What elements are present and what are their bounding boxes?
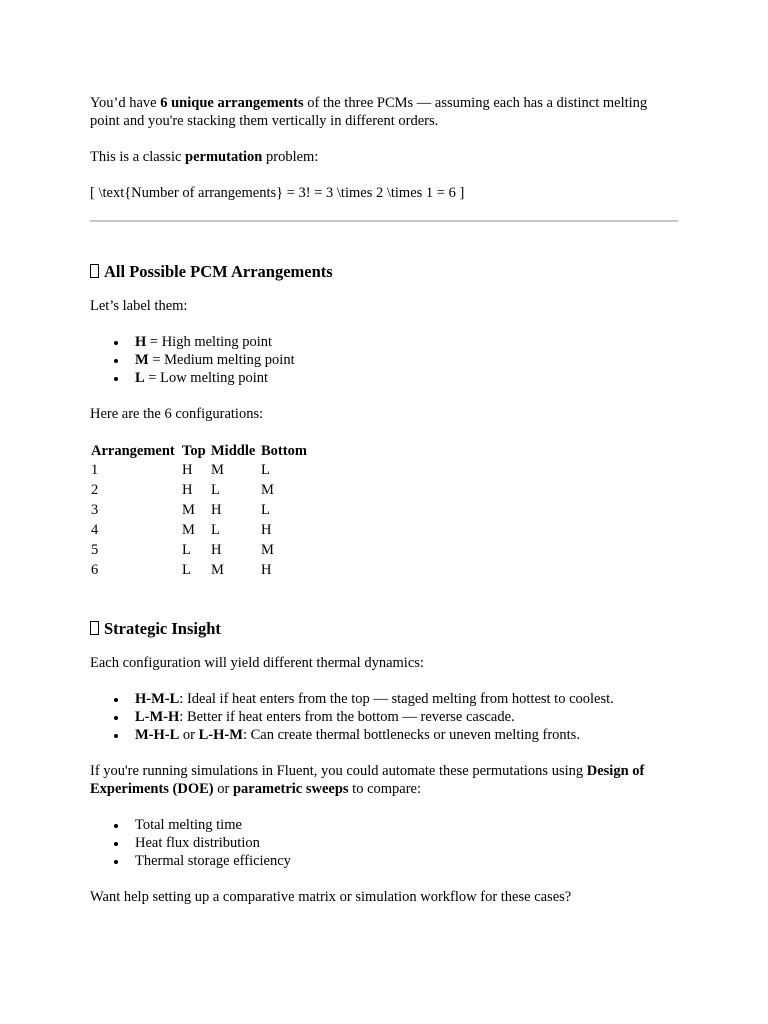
table-cell: 3 — [91, 502, 99, 518]
table-header: Arrangement — [91, 442, 175, 459]
intro-bold-arrangements: 6 unique arrangements — [160, 95, 304, 111]
table-cell: H — [182, 462, 193, 478]
insight-key: L-H-M — [198, 727, 243, 743]
table-cell: M — [211, 462, 224, 478]
table-cell: H — [211, 542, 222, 558]
table-cell: 2 — [91, 482, 99, 498]
table-cell: H — [211, 502, 222, 518]
compare-list — [90, 816, 678, 870]
fluent-text-2: or — [213, 781, 233, 797]
arrangements-table — [91, 441, 311, 580]
table-cell: 1 — [91, 462, 99, 478]
table-cell: M — [261, 482, 274, 498]
table-cell: M — [182, 522, 195, 538]
table-row — [91, 520, 311, 540]
list-item — [135, 351, 678, 369]
table-cell: L — [211, 482, 220, 498]
label-list — [90, 333, 678, 387]
table-header: Top — [182, 442, 206, 459]
list-item: Thermal storage efficiency — [135, 852, 678, 870]
fluent-text-3: to compare: — [348, 781, 422, 797]
perm-text-1: This is a classic — [90, 149, 186, 165]
table-header-row — [91, 441, 311, 460]
intro-text-1: You’d have — [90, 95, 161, 111]
label-key: M — [135, 352, 149, 368]
table-cell: L — [182, 562, 191, 578]
table-cell: H — [182, 482, 193, 498]
table-row — [91, 460, 311, 480]
table-cell: 4 — [91, 522, 99, 538]
table-cell: M — [261, 542, 274, 558]
table-header: Bottom — [261, 442, 307, 459]
missing-glyph-icon — [90, 264, 99, 278]
label-desc: = Medium melting point — [148, 352, 295, 368]
list-item: Total melting time — [135, 816, 678, 834]
insight-key: M-H-L — [135, 727, 180, 743]
insight-key: H-M-L — [135, 691, 180, 707]
insight-intro: Each configuration will yield different thermal dynamics: — [90, 655, 424, 671]
table-row — [91, 540, 311, 560]
label-intro: Let’s label them: — [90, 298, 188, 314]
insight-key: L-M-H — [135, 709, 180, 725]
missing-glyph-icon — [90, 621, 99, 635]
table-cell: H — [261, 522, 272, 538]
table-cell: M — [182, 502, 195, 518]
list-item — [135, 690, 678, 708]
perm-text-2: problem: — [262, 149, 319, 165]
insight-text: : Can create thermal bottlenecks or uneven melting fronts. — [242, 727, 580, 743]
configs-intro: Here are the 6 configurations: — [90, 406, 264, 422]
fluent-bold-doe: Design of Experiments (DOE) — [90, 763, 645, 797]
table-row — [91, 480, 311, 500]
table-cell: M — [211, 562, 224, 578]
section-heading-insight — [90, 618, 678, 640]
table-cell: 6 — [91, 562, 99, 578]
table-header: Middle — [211, 442, 256, 459]
list-item — [135, 333, 678, 351]
label-key: L — [135, 370, 145, 386]
intro-text-2: of the three PCMs — assuming each has a distinct melting point and you're stacking them vertically in different orders. — [90, 95, 648, 129]
table-row — [91, 560, 311, 580]
divider — [90, 220, 678, 222]
list-item — [135, 708, 678, 726]
permutation-paragraph — [90, 148, 678, 166]
closing-question: Want help setting up a comparative matrix or simulation workflow for these cases? — [90, 889, 572, 905]
section-title-arrangements: All Possible PCM Arrangements — [104, 262, 333, 281]
list-item — [135, 726, 678, 744]
list-item: Heat flux distribution — [135, 834, 678, 852]
table-cell: 5 — [91, 542, 99, 558]
section-heading-arrangements — [90, 261, 678, 283]
table-cell: L — [211, 522, 220, 538]
list-item — [135, 369, 678, 387]
label-desc: = High melting point — [146, 334, 273, 350]
label-desc: = Low melting point — [144, 370, 269, 386]
fluent-bold-sweeps: parametric sweeps — [232, 781, 349, 797]
label-key: H — [135, 334, 147, 350]
insight-text: or — [179, 727, 199, 743]
perm-bold-permutation: permutation — [185, 149, 263, 165]
table-cell: L — [182, 542, 191, 558]
table-cell: L — [261, 502, 270, 518]
insight-text: : Better if heat enters from the bottom — reverse cascade. — [179, 709, 515, 725]
insight-text: : Ideal if heat enters from the top — staged melting from hottest to coolest. — [179, 691, 614, 707]
formula: [ \text{Number of arrangements} = 3! = 3 \times 2 \times 1 = 6 ] — [90, 185, 465, 201]
table-cell: H — [261, 562, 272, 578]
fluent-paragraph — [90, 762, 678, 798]
table-row — [91, 500, 311, 520]
section-title-insight: Strategic Insight — [104, 619, 221, 638]
intro-paragraph — [90, 94, 678, 130]
fluent-text-1: If you're running simulations in Fluent, you could automate these permutations using — [90, 763, 587, 779]
table-cell: L — [261, 462, 270, 478]
insight-list — [90, 690, 678, 744]
